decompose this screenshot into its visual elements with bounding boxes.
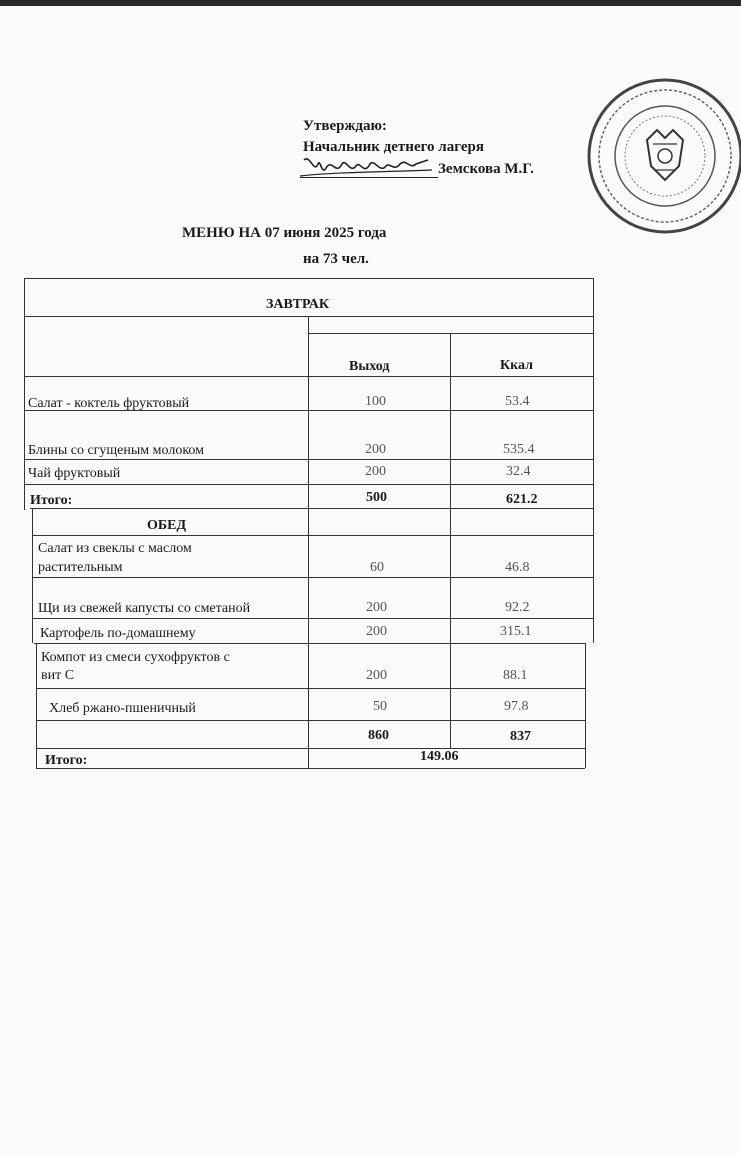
table-rule: [32, 618, 594, 619]
menu-title: МЕНЮ НА 07 июня 2025 года: [182, 225, 387, 241]
dish-name: Компот из смеси сухофруктов с: [41, 650, 230, 665]
dish-kcal: 315.1: [500, 624, 532, 639]
table-rule: [36, 688, 585, 689]
table-rule: [24, 376, 594, 377]
dish-name: Щи из свежей капусты со сметаной: [38, 601, 251, 616]
table-border-left: [32, 508, 33, 643]
final-total-value: 149.06: [420, 749, 459, 764]
dish-kcal: 92.2: [505, 600, 530, 615]
dish-kcal: 88.1: [503, 668, 528, 683]
table-border-right: [593, 278, 594, 643]
dish-output: 200: [365, 464, 386, 479]
dish-output: 200: [366, 624, 387, 639]
dish-kcal: 46.8: [505, 560, 530, 575]
breakfast-section-label: ЗАВТРАК: [266, 297, 330, 312]
lunch-sum-output: 860: [368, 728, 389, 743]
column-divider: [308, 316, 309, 768]
table-border-top: [24, 278, 594, 279]
dish-name: Хлеб ржано-пшеничный: [49, 701, 196, 716]
table-rule: [24, 316, 594, 317]
table-rule: [36, 748, 585, 749]
table-border-bottom: [36, 768, 585, 769]
table-border-right: [585, 643, 586, 768]
table-border-left: [24, 278, 25, 510]
dish-output: 100: [365, 394, 386, 409]
column-divider: [450, 333, 451, 748]
position-label: Начальник детнего лагеря: [303, 139, 484, 155]
dish-kcal: 97.8: [504, 699, 529, 714]
dish-name-continued: вит С: [41, 668, 75, 683]
table-rule: [32, 577, 593, 578]
dish-name: Салат - коктель фруктовый: [28, 396, 190, 411]
breakfast-total-kcal: 621.2: [506, 492, 538, 507]
approve-label: Утверждаю:: [303, 118, 387, 134]
table-rule: [308, 333, 594, 334]
column-header-kcal: Ккал: [500, 358, 533, 373]
menu-subtitle: на 73 чел.: [303, 251, 369, 267]
table-rule: [34, 643, 585, 644]
dish-output: 60: [370, 560, 384, 575]
lunch-section-label: ОБЕД: [147, 518, 187, 533]
dish-output: 200: [366, 600, 387, 615]
breakfast-total-label: Итого:: [30, 493, 73, 508]
table-rule: [36, 720, 585, 721]
dish-kcal: 53.4: [505, 394, 530, 409]
dish-output: 50: [373, 699, 387, 714]
signatory-name: Земскова М.Г.: [438, 161, 534, 177]
dish-kcal: 535.4: [503, 442, 535, 457]
breakfast-total-output: 500: [366, 490, 387, 505]
table-rule: [24, 459, 594, 460]
dish-name: Картофель по-домашнему: [40, 626, 196, 641]
dish-output: 200: [366, 668, 387, 683]
column-header-output: Выход: [349, 359, 390, 374]
table-border-left: [36, 643, 37, 768]
dish-kcal: 32.4: [506, 464, 531, 479]
final-total-label: Итого:: [45, 753, 88, 768]
table-rule: [30, 508, 593, 509]
dish-name-continued: растительным: [38, 560, 123, 575]
dish-name: Салат из свеклы с маслом: [38, 541, 192, 556]
table-rule: [32, 535, 593, 536]
table-rule: [24, 484, 594, 485]
dish-name: Чай фруктовый: [28, 466, 121, 481]
dish-name: Блины со сгущеным молоком: [28, 443, 204, 458]
dish-output: 200: [365, 442, 386, 457]
lunch-sum-kcal: 837: [510, 729, 531, 744]
